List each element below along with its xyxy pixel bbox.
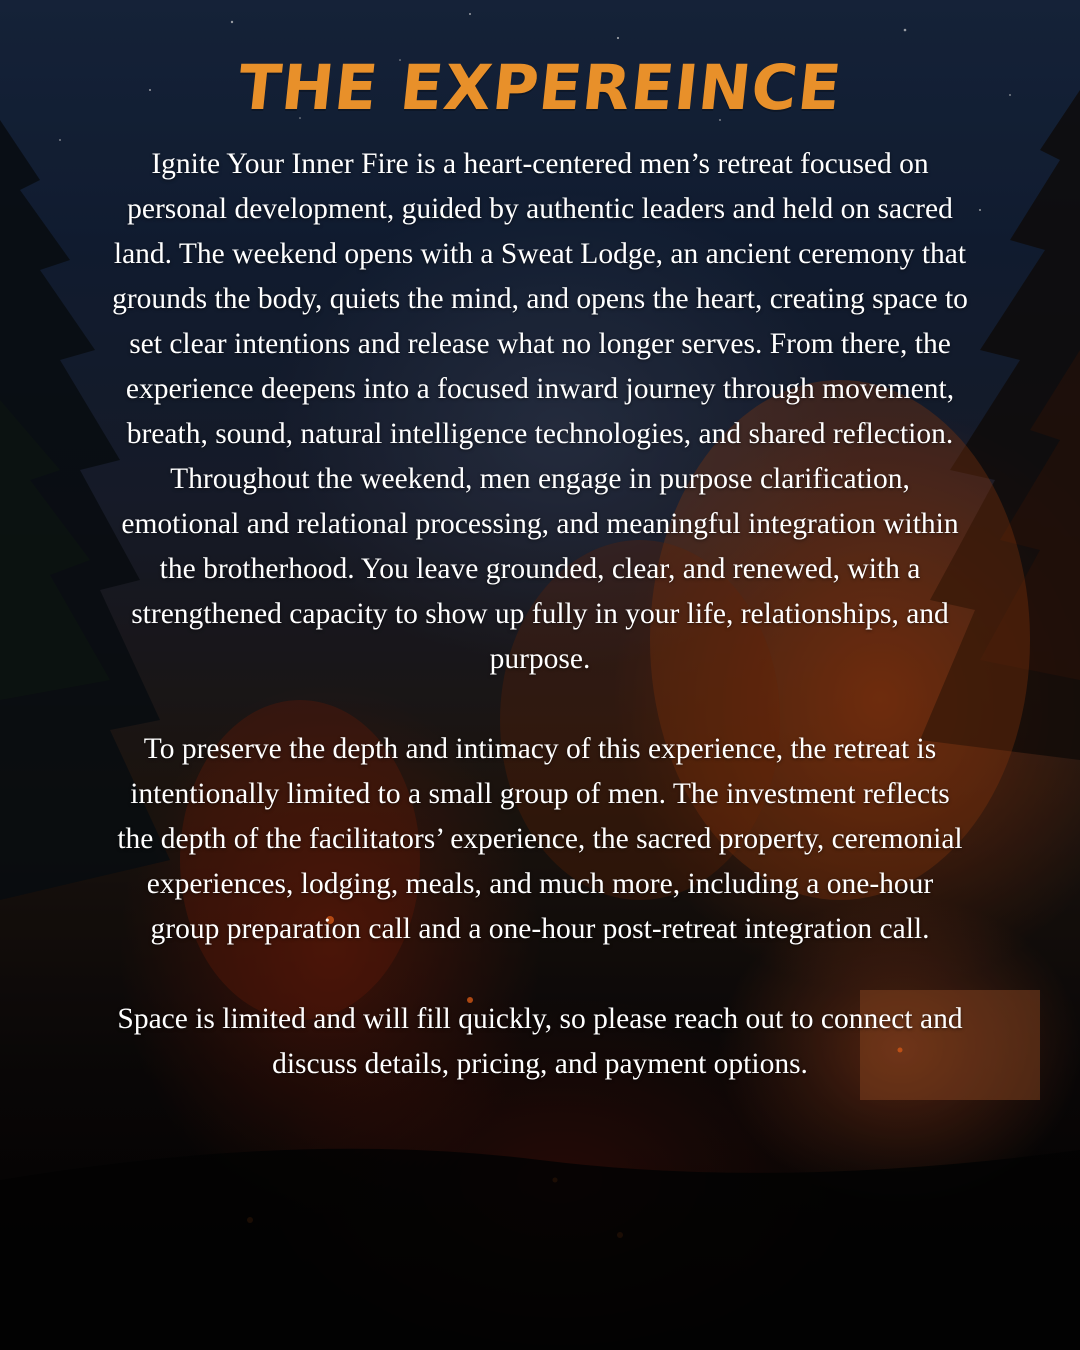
paragraph-call-to-action: Space is limited and will fill quickly, so please reach out to connect and discuss details, pricing, and payment options. <box>117 1003 963 1080</box>
paragraph-intro: Ignite Your Inner Fire is a heart-centered men’s retreat focused on personal development, guided by authentic leaders and held on sacred land. The weekend opens with a Sweat Lodge, an ancient ceremony that grounds the body, quiets the mind, and opens the heart, creating space to set clear intentions and release what no longer serves. From there, the experience deepens into a focused inward journey through movement, breath, sound, natural intelligence technologies, and shared reflection. Throughout the weekend, men engage in purpose clarification, emotional and relational processing, and meaningful integration within the brotherhood. You leave grounded, clear, and renewed, with a strengthened capacity to show up fully in your life, relationships, and purpose. <box>112 148 968 675</box>
page-title: THE EXPEREINCE <box>234 51 846 124</box>
paragraph-investment: To preserve the depth and intimacy of this experience, the retreat is intentionally limited to a small group of men. The investment reflects the depth of the facilitators’ experience, the sacred property, ceremonial experiences, lodging, meals, and much more, including a one-hour group preparation call and a one-hour post-retreat integration call. <box>117 733 963 945</box>
content <box>110 48 970 1087</box>
spacer <box>110 682 970 727</box>
spacer <box>110 952 970 997</box>
